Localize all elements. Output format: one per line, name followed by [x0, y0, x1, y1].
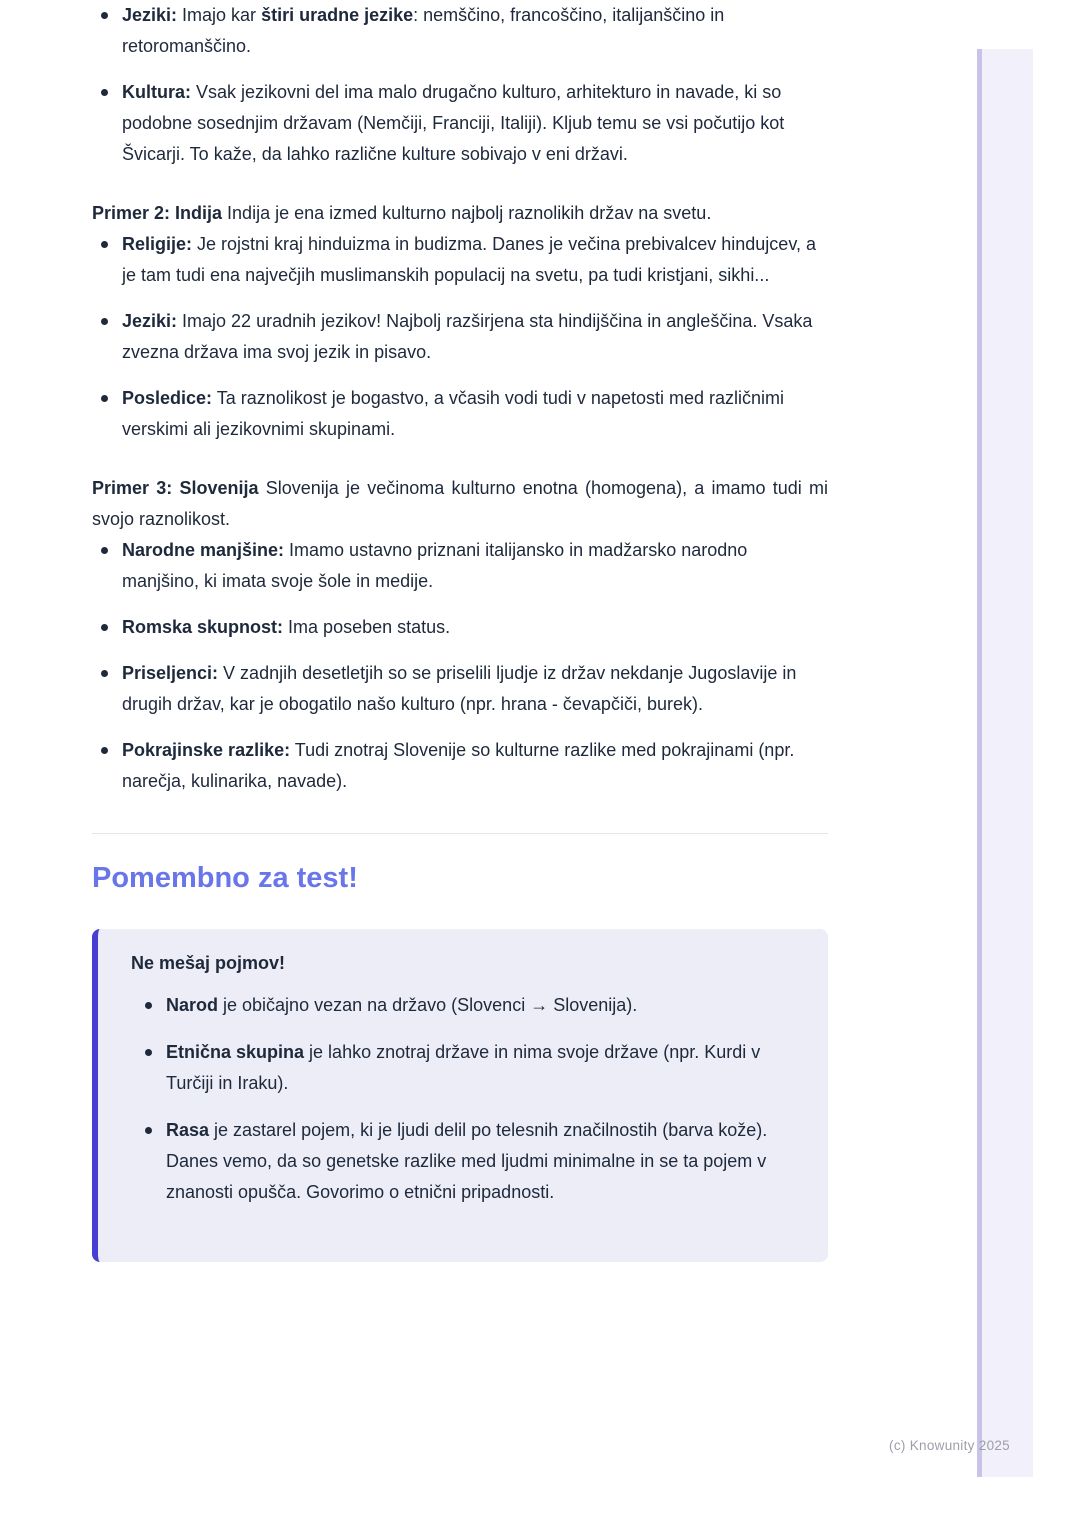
bullet-icon: [145, 1127, 152, 1134]
list-item: [92, 612, 828, 643]
list-item-text: Priseljenci: V zadnjih desetletjih so se priselili ljudje iz držav nekdanje Jugoslavije in drugih držav, kar je obogatilo našo kulturo (npr. hrana - čevapčiči, burek).: [122, 663, 797, 714]
list-item: [92, 658, 828, 720]
bullet-icon: [101, 318, 108, 325]
list-item-text: Kultura: Vsak jezikovni del ima malo drugačno kulturo, arhitekturo in navade, ki so podobne sosednjim državam (Nemčiji, Franciji, Italiji). Kljub temu se vsi počutijo kot Švicarji. To kaže, da lahko različne kulture sobivajo v eni državi.: [122, 82, 785, 164]
list-item-text: Narod je običajno vezan na državo (Slovenci → Slovenija).: [166, 995, 638, 1015]
bullet-icon: [101, 12, 108, 19]
bullet-icon: [101, 624, 108, 631]
list-item: [131, 1115, 792, 1208]
list-item-text: Romska skupnost: Ima poseben status.: [122, 617, 451, 637]
callout-title: Ne mešaj pojmov!: [131, 953, 286, 973]
list-item: [92, 383, 828, 445]
list-item-text: Religije: Je rojstni kraj hinduizma in budizma. Danes je večina prebivalcev hindujcev, a je tam tudi ena največjih muslimanskih populacij na svetu, pa tudi kristjani, sikhi...: [122, 234, 816, 285]
callout-bullet-list: [131, 990, 792, 1208]
bullet-icon: [101, 89, 108, 96]
bullet-icon: [101, 670, 108, 677]
list-item-text: Narodne manjšine: Imamo ustavno priznani italijansko in madžarsko narodno manjšino, ki imata svoje šole in medije.: [122, 540, 748, 591]
list-item-text: Jeziki: Imajo kar štiri uradne jezike: nemščino, francoščino, italijanščino in retoromanščino.: [122, 5, 725, 56]
list-item-text: Posledice: Ta raznolikost je bogastvo, a včasih vodi tudi v napetosti med različnimi verskimi ali jezikovnimi skupinami.: [122, 388, 784, 439]
bullet-icon: [145, 1002, 152, 1009]
list-item: [131, 990, 792, 1021]
bullet-icon: [101, 241, 108, 248]
list-item: [92, 229, 828, 291]
bullet-icon: [101, 547, 108, 554]
document-content: [92, 0, 828, 1262]
bullet-list-switzerland: [92, 0, 828, 170]
callout-box: [92, 929, 828, 1262]
list-item-text: Pokrajinske razlike: Tudi znotraj Slovenije so kulturne razlike med pokrajinami (npr. narečja, kulinarika, navade).: [122, 740, 795, 791]
paragraph-primer-2: Primer 2: Indija Indija je ena izmed kulturno najbolj raznolikih držav na svetu.: [92, 203, 712, 223]
bullet-icon: [101, 395, 108, 402]
list-item-text: Rasa je zastarel pojem, ki je ljudi delil po telesnih značilnostih (barva kože). Danes vemo, da so genetske razlike med ljudmi minimalne in se ta pojem v znanosti opušča. Govorimo o etnični pripadnosti.: [166, 1120, 768, 1202]
list-item: [92, 306, 828, 368]
list-item-text: Etnična skupina je lahko znotraj države in nima svoje države (npr. Kurdi v Turčiji in Iraku).: [166, 1042, 761, 1093]
bullet-list-india: [92, 229, 828, 445]
section-divider: [92, 833, 828, 834]
list-item: [92, 0, 828, 62]
bullet-list-slovenia: [92, 535, 828, 797]
list-item: [92, 535, 828, 597]
list-item: [131, 1037, 792, 1099]
next-page-edge-strip: [977, 49, 1033, 1477]
list-item-text: Jeziki: Imajo 22 uradnih jezikov! Najbolj razširjena sta hindijščina in angleščina. Vsaka zvezna država ima svoj jezik in pisavo.: [122, 311, 813, 362]
list-item: [92, 735, 828, 797]
paragraph-primer-3: Primer 3: Slovenija Slovenija je večinoma kulturno enotna (homogena), a imamo tudi mi svojo raznolikost.: [92, 478, 828, 529]
bullet-icon: [101, 747, 108, 754]
copyright-watermark: (c) Knowunity 2025: [889, 1438, 1010, 1453]
section-heading: Pomembno za test!: [92, 862, 358, 894]
bullet-icon: [145, 1049, 152, 1056]
list-item: [92, 77, 828, 170]
